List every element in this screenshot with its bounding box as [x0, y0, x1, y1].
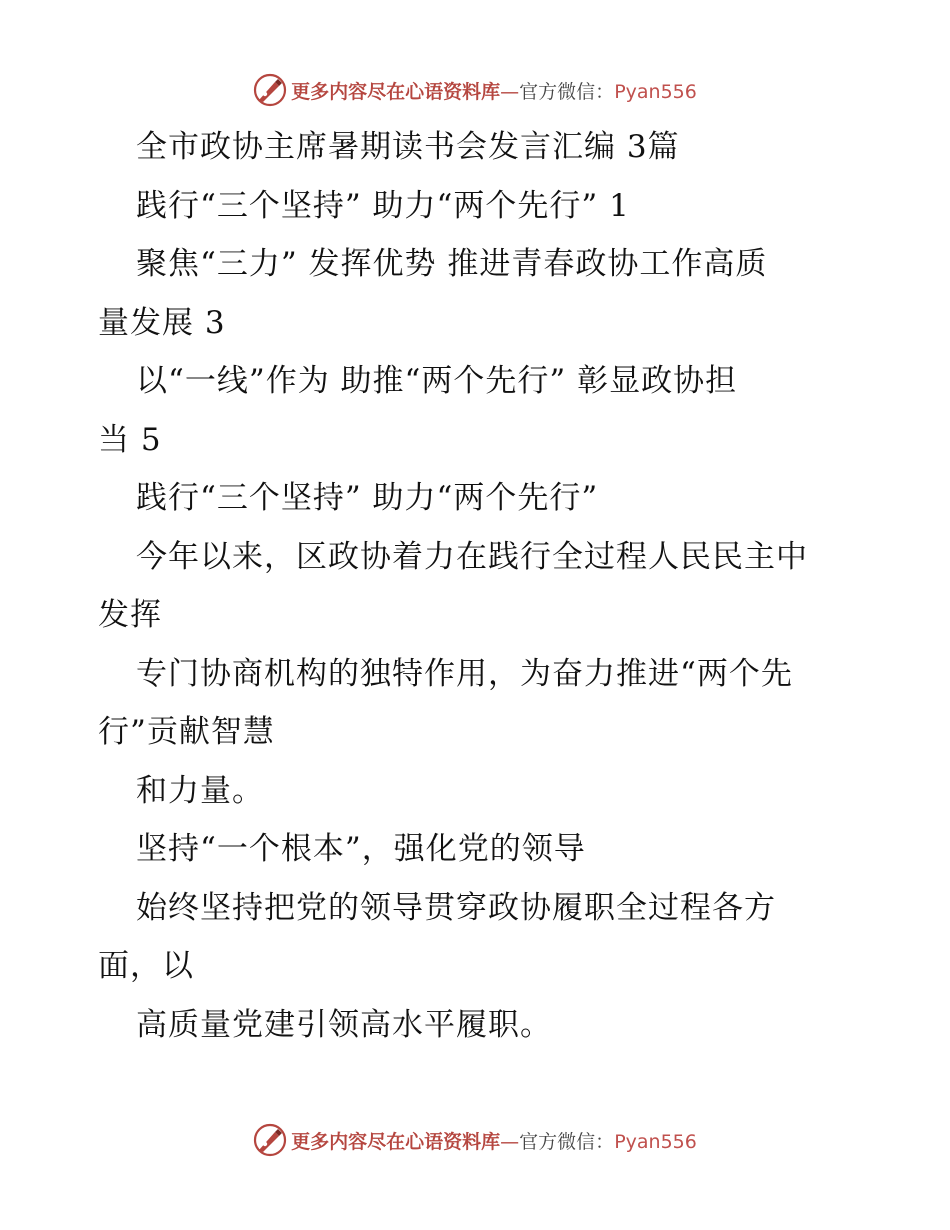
doc-line: 坚持“一个根本”，强化党的领导 — [136, 831, 586, 867]
doc-line: 以“一线”作为 助推“两个先行” 彰显政协担 — [136, 363, 738, 399]
doc-line: 量发展 3 — [98, 304, 226, 341]
watermark-main-text: 更多内容尽在心语资料库 — [291, 1130, 501, 1153]
watermark-dash: — — [500, 1130, 520, 1153]
doc-title: 全市政协主席暑期读书会发言汇编 3篇 — [136, 129, 680, 165]
pen-logo-icon — [253, 73, 287, 107]
watermark-wechat-label: 官方微信： — [519, 1130, 615, 1153]
footer-watermark — [0, 1120, 950, 1160]
doc-line: 专门协商机构的独特作用，为奋力推进“两个先 — [136, 655, 793, 692]
doc-line: 践行“三个坚持” 助力“两个先行” 1 — [136, 187, 630, 224]
header-watermark — [0, 70, 950, 110]
doc-line: 今年以来，区政协着力在践行全过程人民民主中 — [136, 538, 808, 575]
doc-line: 和力量。 — [136, 772, 264, 809]
document-body — [98, 118, 858, 1054]
doc-line: 发挥 — [98, 597, 162, 633]
doc-line: 当 5 — [98, 421, 162, 458]
watermark-handle: Pyan556 — [614, 80, 697, 103]
doc-line: 始终坚持把党的领导贯穿政协履职全过程各方 — [136, 889, 776, 926]
doc-line: 践行“三个坚持” 助力“两个先行” — [136, 480, 599, 516]
watermark-main-text: 更多内容尽在心语资料库 — [291, 80, 501, 103]
doc-line: 聚焦“三力” 发挥优势 推进青春政协工作高质 — [136, 246, 768, 282]
watermark-wechat-label: 官方微信： — [519, 80, 615, 103]
pen-logo-icon — [253, 1123, 287, 1157]
doc-line: 行”贡献智慧 — [98, 714, 275, 750]
doc-line: 高质量党建引领高水平履职。 — [136, 1006, 552, 1043]
watermark-dash: — — [500, 80, 520, 103]
doc-line: 面，以 — [98, 948, 194, 984]
watermark-handle: Pyan556 — [614, 1130, 697, 1153]
